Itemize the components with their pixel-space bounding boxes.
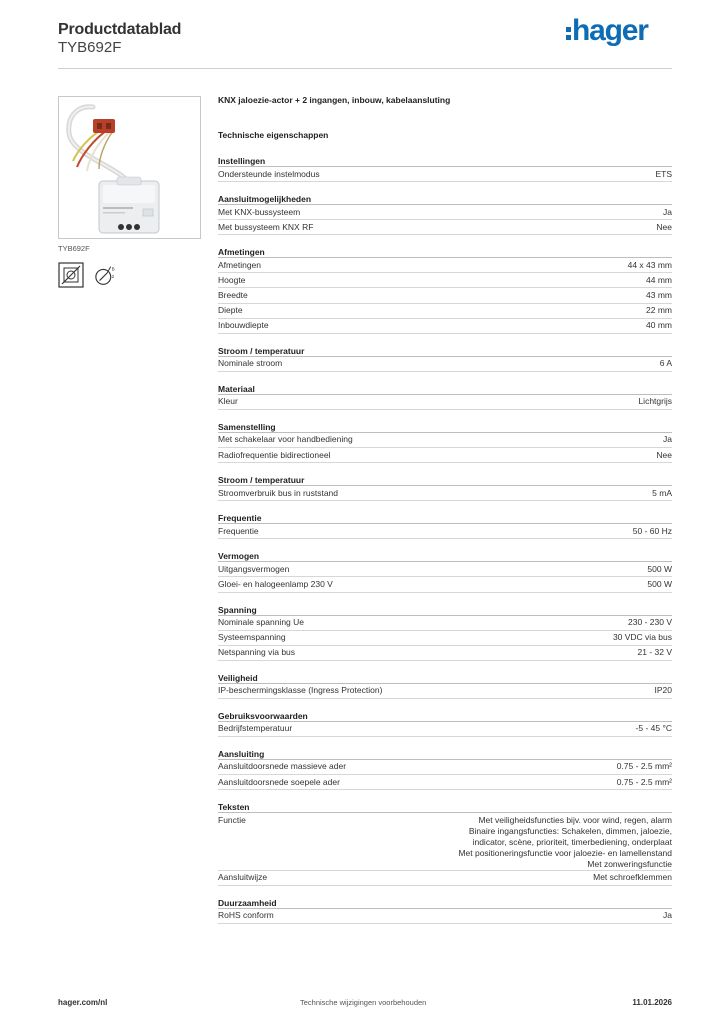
property-group xyxy=(218,383,672,410)
section-title: Technische eigenschappen xyxy=(218,130,329,140)
property-row xyxy=(218,871,672,886)
property-group xyxy=(218,897,672,924)
property-label: Breedte xyxy=(218,289,248,300)
property-row xyxy=(218,562,672,577)
property-label: Met schakelaar voor handbediening xyxy=(218,434,353,445)
property-label: Diepte xyxy=(218,305,243,316)
group-title: Veiligheid xyxy=(218,672,672,684)
property-value: 40 mm xyxy=(646,320,672,331)
group-title: Samenstelling xyxy=(218,421,672,433)
property-row xyxy=(218,258,672,273)
property-group xyxy=(218,474,672,501)
group-title: Aansluitmogelijkheden xyxy=(218,193,672,205)
group-title: Stroom / temperatuur xyxy=(218,345,672,357)
hager-logo xyxy=(566,14,648,48)
property-group xyxy=(218,550,672,592)
property-value: IP20 xyxy=(654,685,672,696)
property-group xyxy=(218,748,672,790)
technical-content xyxy=(218,95,672,924)
property-label: Frequentie xyxy=(218,525,259,536)
property-value: 50 - 60 Hz xyxy=(632,525,672,536)
property-value: 0.75 - 2.5 mm² xyxy=(616,776,672,787)
product-code: TYB692F xyxy=(58,39,122,56)
property-row xyxy=(218,813,672,871)
property-label: Kleur xyxy=(218,396,238,407)
page-title: Productdatablad xyxy=(58,21,182,38)
property-label: Netspanning via bus xyxy=(218,647,296,658)
group-title: Gebruiksvoorwaarden xyxy=(218,710,672,722)
property-group xyxy=(218,421,672,463)
property-row xyxy=(218,433,672,448)
property-label: Nominale stroom xyxy=(218,358,283,369)
property-value: 21 - 32 V xyxy=(637,647,672,658)
group-title: Duurzaamheid xyxy=(218,897,672,909)
property-label: Radiofrequentie bidirectioneel xyxy=(218,449,331,460)
property-value: 30 VDC via bus xyxy=(612,632,672,643)
property-value: Ja xyxy=(663,910,672,921)
mounting-box-icon xyxy=(58,262,84,288)
property-row xyxy=(218,684,672,699)
property-label: Inbouwdiepte xyxy=(218,320,269,331)
group-title: Spanning xyxy=(218,604,672,616)
property-value: 22 mm xyxy=(646,305,672,316)
property-group xyxy=(218,155,672,182)
property-value: Met veiligheidsfuncties bijv. voor wind, regen, alarm Binaire ingangsfuncties: Schakelen, dimmen, jaloezie, indicator, scène, prioriteit, timerbediening, onderplaat Met positioneringsfunctie voor jaloezie- en lamellenstand Met zonweringsfunctie xyxy=(458,814,672,869)
property-value: 5 mA xyxy=(652,487,672,498)
certification-icons xyxy=(58,262,120,288)
property-label: Systeemspanning xyxy=(218,632,286,643)
svg-text:B: B xyxy=(111,266,115,272)
property-label: Hoogte xyxy=(218,274,246,285)
property-groups xyxy=(218,155,672,924)
property-value: 230 - 230 V xyxy=(628,617,672,627)
property-row xyxy=(218,722,672,737)
knx-bus-icon xyxy=(94,262,120,288)
property-group xyxy=(218,345,672,372)
property-value: Ja xyxy=(663,206,672,217)
property-group xyxy=(218,801,672,886)
property-value: 43 mm xyxy=(646,289,672,300)
property-value: Met schroefklemmen xyxy=(593,872,672,883)
logo-text: hager xyxy=(572,14,648,47)
property-label: Functie xyxy=(218,814,246,825)
group-title: Instellingen xyxy=(218,155,672,167)
property-value: 6 A xyxy=(659,358,672,369)
property-row xyxy=(218,616,672,631)
footer-note: Technische wijzigingen voorbehouden xyxy=(300,998,427,1007)
property-value: 500 W xyxy=(647,578,672,589)
property-value: Nee xyxy=(656,221,672,232)
property-group xyxy=(218,672,672,699)
product-image xyxy=(58,96,201,239)
property-row xyxy=(218,167,672,182)
property-group xyxy=(218,710,672,737)
property-row xyxy=(218,288,672,303)
property-label: Stroomverbruik bus in ruststand xyxy=(218,487,338,498)
property-label: Met bussysteem KNX RF xyxy=(218,221,314,232)
property-label: Met KNX-bussysteem xyxy=(218,206,301,217)
property-label: Aansluitdoorsnede soepele ader xyxy=(218,776,340,787)
group-title: Frequentie xyxy=(218,512,672,524)
property-row xyxy=(218,577,672,592)
knx-actuator-product-icon xyxy=(59,97,200,238)
property-row xyxy=(218,524,672,539)
property-label: Ondersteunde instelmodus xyxy=(218,168,320,179)
property-row xyxy=(218,775,672,790)
svg-text:2: 2 xyxy=(111,273,115,279)
property-value: 44 mm xyxy=(646,274,672,285)
property-row xyxy=(218,909,672,924)
property-label: Afmetingen xyxy=(218,259,261,270)
group-title: Stroom / temperatuur xyxy=(218,474,672,486)
logo-dots-icon xyxy=(566,27,571,40)
property-group xyxy=(218,246,672,333)
header-divider xyxy=(58,68,672,69)
property-row xyxy=(218,319,672,334)
footer-website[interactable]: hager.com/nl xyxy=(58,998,108,1007)
property-row xyxy=(218,304,672,319)
property-group xyxy=(218,604,672,661)
property-value: -5 - 45 °C xyxy=(635,723,672,734)
property-label: Bedrijfstemperatuur xyxy=(218,723,293,734)
property-row xyxy=(218,205,672,220)
property-value: 44 x 43 mm xyxy=(627,259,672,270)
property-label: Uitgangsvermogen xyxy=(218,563,290,574)
group-title: Vermogen xyxy=(218,550,672,562)
group-title: Aansluiting xyxy=(218,748,672,760)
property-label: RoHS conform xyxy=(218,910,274,921)
property-label: Aansluitdoorsnede massieve ader xyxy=(218,761,347,772)
property-row xyxy=(218,395,672,410)
product-name: KNX jaloezie-actor + 2 ingangen, inbouw, kabelaansluting xyxy=(218,95,451,105)
property-label: IP-beschermingsklasse (Ingress Protection) xyxy=(218,685,383,696)
property-row xyxy=(218,273,672,288)
property-label: Aansluitwijze xyxy=(218,872,268,883)
image-caption: TYB692F xyxy=(58,244,90,253)
property-row xyxy=(218,486,672,501)
property-row xyxy=(218,357,672,372)
property-row xyxy=(218,631,672,646)
property-row xyxy=(218,220,672,235)
property-value: Ja xyxy=(663,434,672,445)
property-group xyxy=(218,512,672,539)
property-value: 0.75 - 2.5 mm² xyxy=(616,761,672,772)
property-value: 500 W xyxy=(647,563,672,574)
property-row xyxy=(218,646,672,661)
property-label: Nominale spanning Ue xyxy=(218,617,304,627)
property-value: Lichtgrijs xyxy=(638,396,672,407)
property-value: ETS xyxy=(655,168,672,179)
property-row xyxy=(218,760,672,775)
property-value: Nee xyxy=(656,449,672,460)
group-title: Afmetingen xyxy=(218,246,672,258)
property-row xyxy=(218,448,672,463)
group-title: Teksten xyxy=(218,801,672,813)
footer-date: 11.01.2026 xyxy=(632,998,672,1007)
property-label: Gloei- en halogeenlamp 230 V xyxy=(218,578,333,589)
property-group xyxy=(218,193,672,235)
group-title: Materiaal xyxy=(218,383,672,395)
